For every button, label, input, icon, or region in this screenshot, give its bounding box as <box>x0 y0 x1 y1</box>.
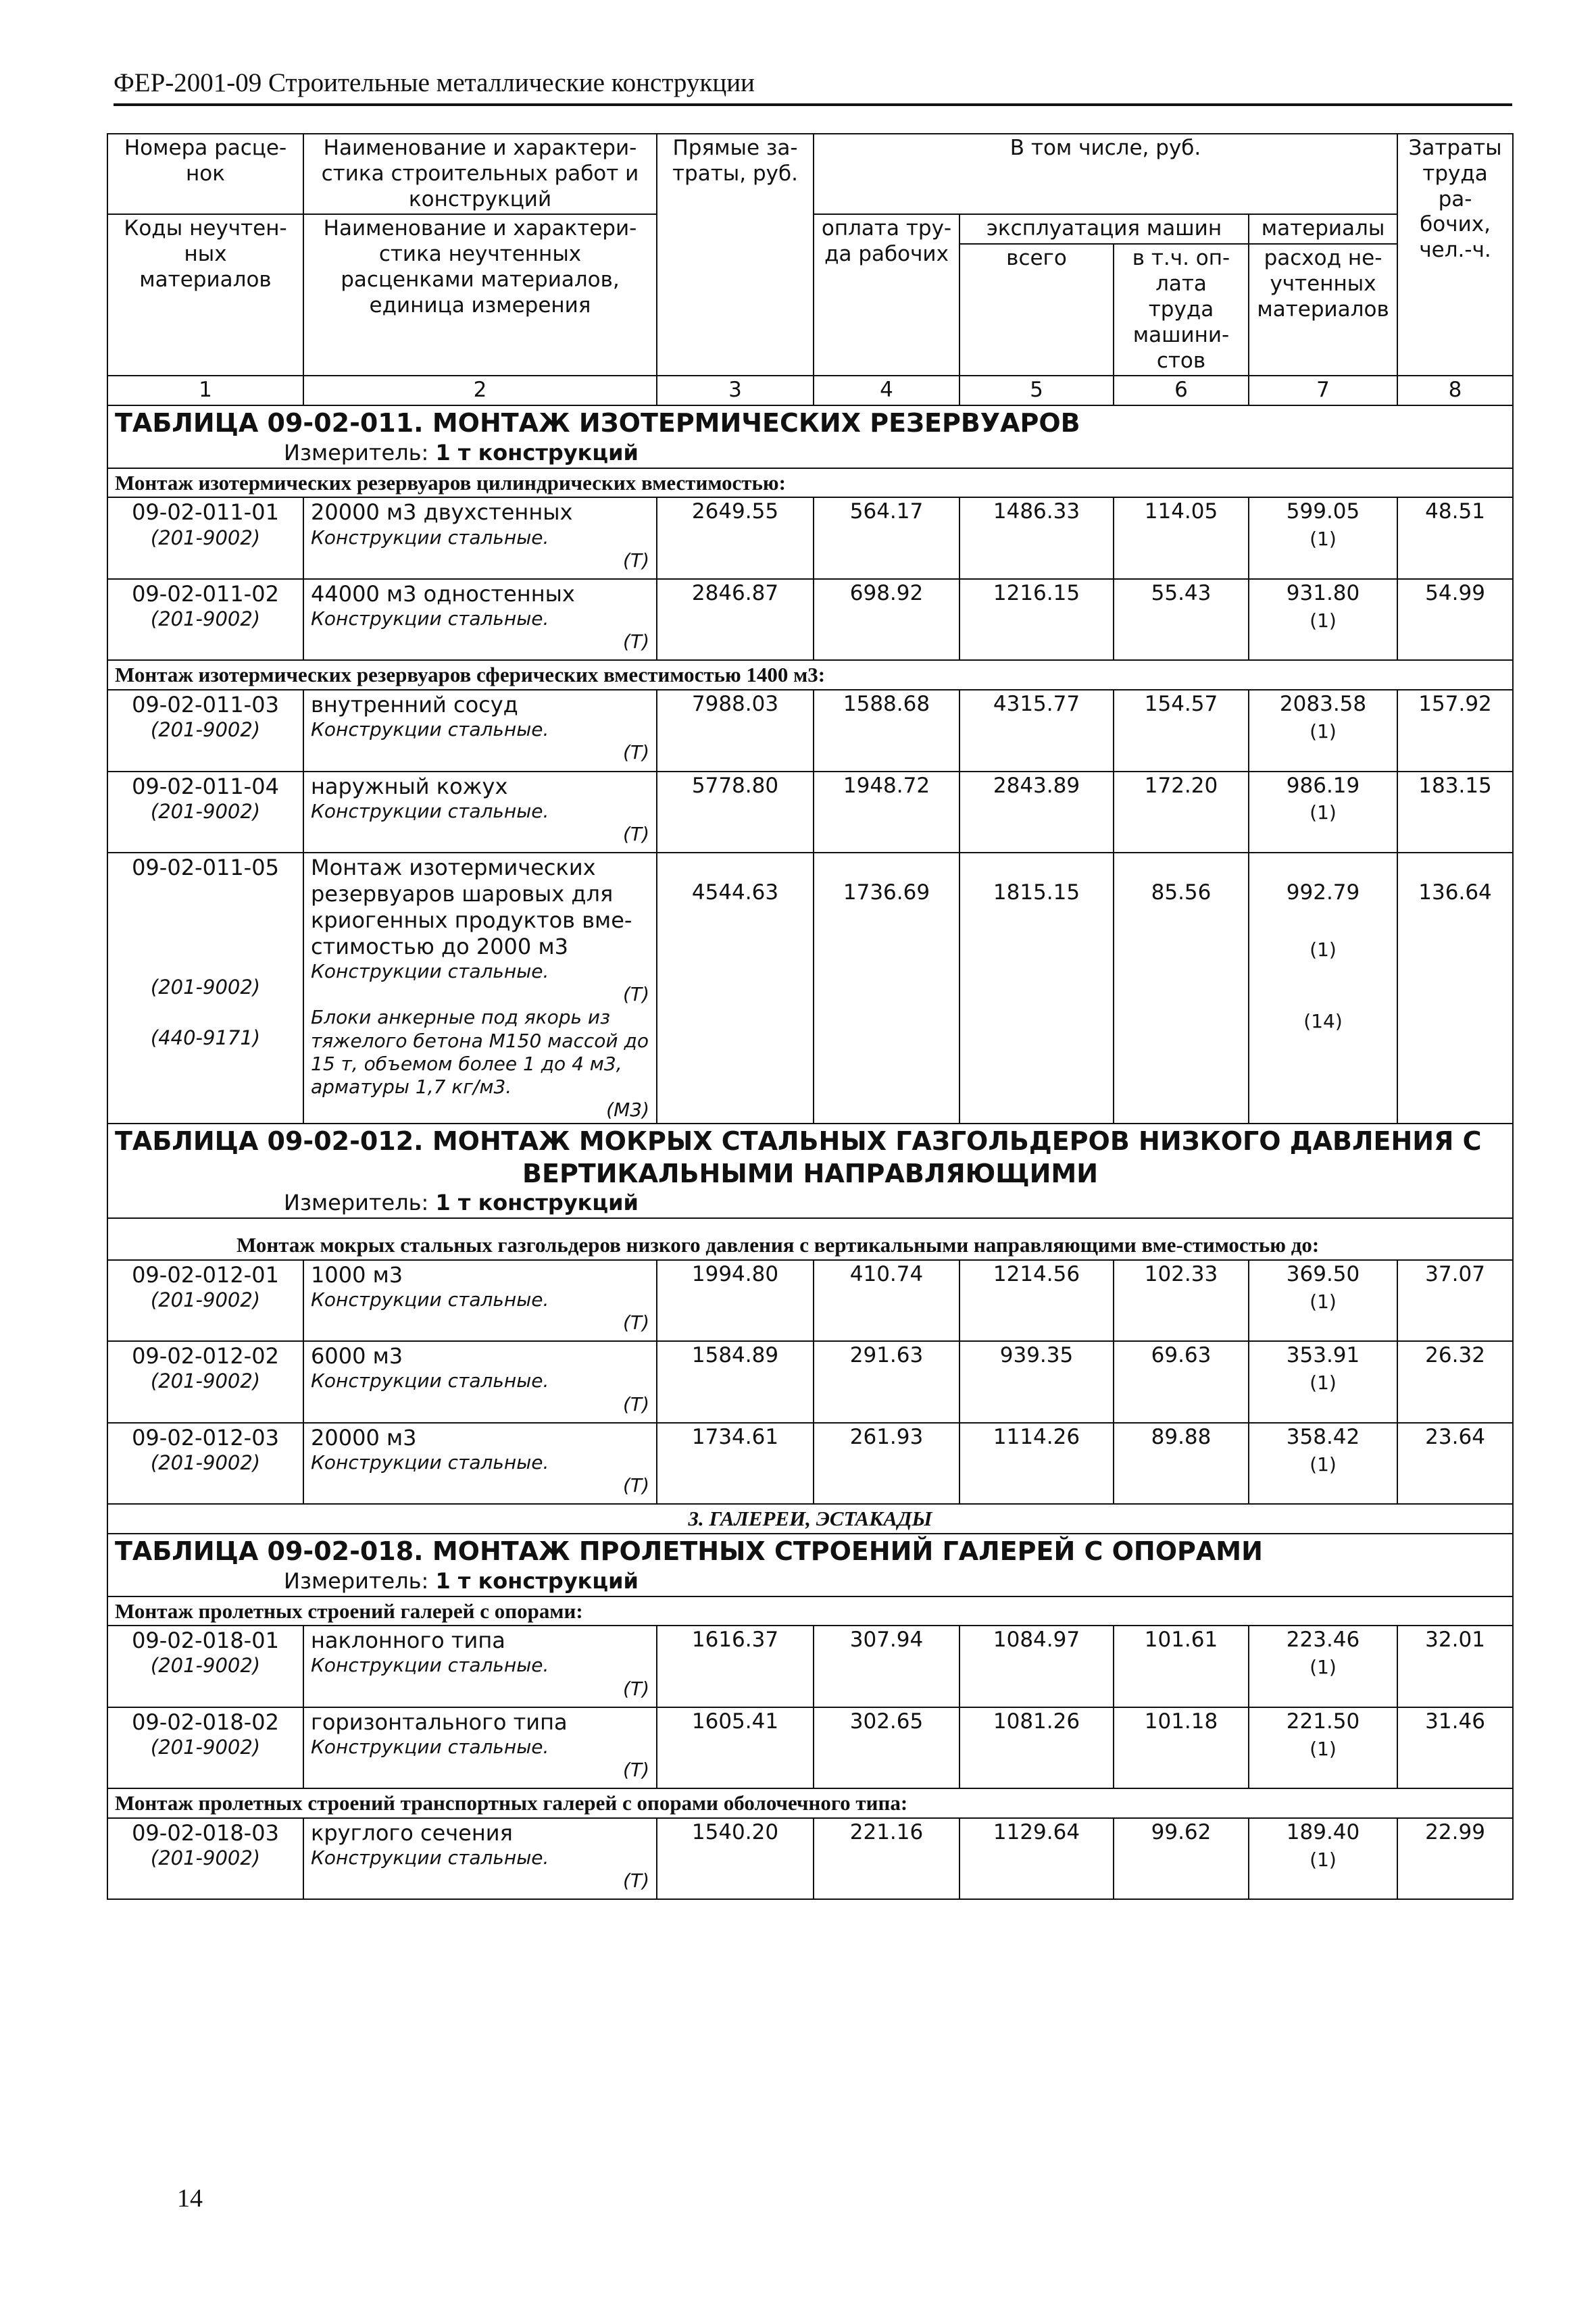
unit-line <box>115 440 1505 466</box>
labor-hours: 23.64 <box>1397 1423 1513 1504</box>
unit-line <box>115 1190 1505 1216</box>
extra-unit-mark: (М3) <box>606 1098 649 1121</box>
material-cost: 931.80 <box>1286 580 1360 605</box>
material-cost: 223.46 <box>1286 1628 1360 1653</box>
table-row <box>107 579 1513 660</box>
machine-labor-cost: 172.20 <box>1114 772 1249 853</box>
labor-cost: 307.94 <box>814 1626 959 1707</box>
machine-cost: 1129.64 <box>959 1818 1114 1899</box>
labor-hours: 54.99 <box>1397 579 1513 660</box>
labor-cost: 291.63 <box>814 1341 959 1422</box>
machine-cost: 1084.97 <box>959 1626 1114 1707</box>
labor-hours: 32.01 <box>1397 1626 1513 1707</box>
table-row <box>107 853 1513 1124</box>
labor-cost: 410.74 <box>814 1260 959 1341</box>
unit-mark: (Т) <box>623 1392 649 1415</box>
material-cost: 369.50 <box>1286 1261 1360 1286</box>
direct-cost: 2846.87 <box>657 579 814 660</box>
material-qty: (1) <box>1310 1737 1337 1760</box>
unit-mark: (Т) <box>623 549 649 572</box>
table-row <box>107 1341 1513 1422</box>
table-row <box>107 497 1513 578</box>
col-8-header: Затраты труда ра-бочих, чел.-ч. <box>1397 134 1513 376</box>
machine-cost: 4315.77 <box>959 690 1114 771</box>
material-qty: (1) <box>1310 1290 1337 1313</box>
material-name: Конструкции стальные. <box>311 1735 549 1758</box>
material-name: Конструкции стальные. <box>311 960 549 983</box>
labor-cost: 564.17 <box>814 497 959 578</box>
labor-hours: 37.07 <box>1397 1260 1513 1341</box>
unit-mark: (Т) <box>623 822 649 845</box>
col-number: 7 <box>1249 376 1397 405</box>
material-name: Конструкции стальные. <box>311 1369 549 1392</box>
unit-mark: (Т) <box>623 1869 649 1892</box>
machine-labor-cost: 99.62 <box>1114 1818 1249 1899</box>
col-1-bottom: Коды неучтен-ных материалов <box>107 214 303 376</box>
labor-hours: 183.15 <box>1397 772 1513 853</box>
subheading-row <box>107 1788 1513 1818</box>
machine-cost: 1081.26 <box>959 1707 1114 1788</box>
machine-cost: 939.35 <box>959 1341 1114 1422</box>
material-name: Конструкции стальные. <box>311 607 549 630</box>
material-cost: 599.05 <box>1286 499 1360 524</box>
material-cost: 189.40 <box>1286 1819 1360 1844</box>
machine-labor-cost: 154.57 <box>1114 690 1249 771</box>
col-6-header: в т.ч. оп-лата труда машини-стов <box>1114 244 1249 376</box>
col-2-top: Наименование и характери-стика строительных работ и конструкций <box>303 134 657 214</box>
labor-cost: 261.93 <box>814 1423 959 1504</box>
material-qty: (1) <box>1310 1453 1337 1476</box>
rate-code: 09-02-011-03 <box>132 692 279 718</box>
extra-material-name: Блоки анкерные под якорь из тяжелого бетона М150 массой до 15 т, объемом более 1 до 4 м3, арматуры 1,7 кг/м3. <box>311 1006 649 1098</box>
materials-header: материалы <box>1249 214 1397 244</box>
rate-code: 09-02-012-01 <box>132 1261 279 1288</box>
section-title: 3. ГАЛЕРЕИ, ЭСТАКАДЫ <box>107 1504 1513 1534</box>
column-numbers-row <box>107 376 1513 405</box>
labor-hours: 26.32 <box>1397 1341 1513 1422</box>
direct-cost: 1734.61 <box>657 1423 814 1504</box>
machine-cost: 1216.15 <box>959 579 1114 660</box>
unit-mark: (Т) <box>623 983 649 1006</box>
unit-value: 1 т конструкций <box>435 1567 639 1594</box>
subheading-row <box>107 1218 1513 1260</box>
material-qty: (1) <box>1310 938 1337 961</box>
labor-cost: 1588.68 <box>814 690 959 771</box>
material-qty: (1) <box>1310 720 1337 743</box>
col-4-header: оплата тру-да рабочих <box>814 214 959 376</box>
subheading: Монтаж изотермических резервуаров сферических вместимостью 1400 м3: <box>107 660 1513 690</box>
material-name: Конструкции стальные. <box>311 718 549 741</box>
work-name: Монтаж изотермических резервуаров шаровых для криогенных продуктов вме-стимостью до 2000 м3 <box>311 854 632 959</box>
material-cost: 358.42 <box>1286 1424 1360 1449</box>
material-code: (201-9002) <box>150 1654 261 1678</box>
rate-code: 09-02-018-02 <box>132 1709 279 1735</box>
machine-cost: 1214.56 <box>959 1260 1114 1341</box>
subheading: Монтаж мокрых стальных газгольдеров низкого давления с вертикальными направляющими вме-стимостью до: <box>107 1218 1513 1260</box>
labor-cost: 698.92 <box>814 579 959 660</box>
labor-hours: 48.51 <box>1397 497 1513 578</box>
col-3-header: Прямые за-траты, руб. <box>657 134 814 376</box>
table-title-row <box>107 1534 1513 1596</box>
unit-mark: (Т) <box>623 1311 649 1334</box>
work-name: наружный кожух <box>311 773 508 799</box>
material-qty: (1) <box>1310 1656 1337 1679</box>
direct-cost: 1605.41 <box>657 1707 814 1788</box>
rate-code: 09-02-011-05 <box>132 854 279 880</box>
direct-cost: 1616.37 <box>657 1626 814 1707</box>
table-row <box>107 772 1513 853</box>
subheading-row <box>107 1596 1513 1626</box>
rate-code: 09-02-011-01 <box>132 499 279 526</box>
col-number: 6 <box>1114 376 1249 405</box>
table-row <box>107 690 1513 771</box>
direct-cost: 1994.80 <box>657 1260 814 1341</box>
material-name: Конструкции стальные. <box>311 1654 549 1677</box>
col-number: 4 <box>814 376 959 405</box>
machine-labor-cost: 55.43 <box>1114 579 1249 660</box>
labor-cost: 221.16 <box>814 1818 959 1899</box>
work-name: горизонтального типа <box>311 1709 568 1735</box>
work-name: 44000 м3 одностенных <box>311 580 575 607</box>
rate-code: 09-02-012-02 <box>132 1343 279 1369</box>
rate-code: 09-02-012-03 <box>132 1424 279 1451</box>
material-name: Конструкции стальные. <box>311 526 549 549</box>
machine-labor-cost: 89.88 <box>1114 1423 1249 1504</box>
direct-cost: 1584.89 <box>657 1341 814 1422</box>
unit-label: Измеритель: <box>284 439 429 466</box>
material-name: Конструкции стальные. <box>311 799 549 822</box>
col-1-top: Номера расце-нок <box>107 134 303 214</box>
machine-labor-cost: 69.63 <box>1114 1341 1249 1422</box>
rate-code: 09-02-018-03 <box>132 1819 279 1846</box>
table-title: ТАБЛИЦА 09-02-011. МОНТАЖ ИЗОТЕРМИЧЕСКИХ РЕЗЕРВУАРОВ <box>115 408 1080 438</box>
machine-cost: 1114.26 <box>959 1423 1114 1504</box>
direct-cost: 7988.03 <box>657 690 814 771</box>
material-name: Конструкции стальные. <box>311 1451 549 1474</box>
unit-value: 1 т конструкций <box>435 1190 639 1216</box>
material-cost: 221.50 <box>1286 1709 1360 1734</box>
unit-line <box>115 1568 1505 1594</box>
machine-cost: 2843.89 <box>959 772 1114 853</box>
machine-labor-cost: 101.61 <box>1114 1626 1249 1707</box>
material-code: (201-9002) <box>150 1846 261 1869</box>
material-cost: 986.19 <box>1286 773 1360 798</box>
work-name: 20000 м3 двухстенных <box>311 499 573 526</box>
table-title: ТАБЛИЦА 09-02-018. МОНТАЖ ПРОЛЕТНЫХ СТРОЕНИЙ ГАЛЕРЕЙ С ОПОРАМИ <box>115 1536 1263 1566</box>
section-title-row <box>107 1504 1513 1534</box>
material-qty: (1) <box>1310 528 1337 551</box>
labor-cost: 302.65 <box>814 1707 959 1788</box>
table-row <box>107 1260 1513 1341</box>
direct-cost: 5778.80 <box>657 772 814 853</box>
table-row <box>107 1626 1513 1707</box>
unit-mark: (Т) <box>623 1474 649 1496</box>
material-qty: (1) <box>1310 801 1337 824</box>
material-code: (201-9002) <box>150 607 261 630</box>
col-number: 8 <box>1397 376 1513 405</box>
direct-cost: 1540.20 <box>657 1818 814 1899</box>
machine-labor-cost: 114.05 <box>1114 497 1249 578</box>
machines-header: эксплуатация машин <box>959 214 1249 244</box>
material-code: (201-9002) <box>150 1451 261 1474</box>
machine-cost: 1815.15 <box>959 853 1114 1124</box>
unit-mark: (Т) <box>623 630 649 653</box>
direct-cost: 2649.55 <box>657 497 814 578</box>
table-row <box>107 1707 1513 1788</box>
material-name: Конструкции стальные. <box>311 1288 549 1311</box>
rate-code: 09-02-018-01 <box>132 1628 279 1654</box>
unit-value: 1 т конструкций <box>435 439 639 466</box>
material-cost: 2083.58 <box>1279 692 1367 717</box>
table-title-continued: ВЕРТИКАЛЬНЫМИ НАПРАВЛЯЮЩИМИ <box>522 1158 1099 1188</box>
material-code: (201-9002) <box>150 1735 261 1759</box>
material-code: (201-9002) <box>150 799 261 823</box>
work-name: внутренний сосуд <box>311 692 518 718</box>
machine-labor-cost: 102.33 <box>1114 1260 1249 1341</box>
subheading: Монтаж изотермических резервуаров цилиндрических вместимостью: <box>107 468 1513 498</box>
labor-hours: 31.46 <box>1397 1707 1513 1788</box>
material-name: Конструкции стальные. <box>311 1846 549 1869</box>
machine-labor-cost: 85.56 <box>1114 853 1249 1124</box>
table-title: ТАБЛИЦА 09-02-012. МОНТАЖ МОКРЫХ СТАЛЬНЫХ ГАЗГОЛЬДЕРОВ НИЗКОГО ДАВЛЕНИЯ С <box>115 1126 1482 1157</box>
labor-hours: 157.92 <box>1397 690 1513 771</box>
unit-mark: (Т) <box>623 741 649 764</box>
material-code: (201-9002) <box>150 1288 261 1311</box>
subheading: Монтаж пролетных строений транспортных галерей с опорами оболочечного типа: <box>107 1788 1513 1818</box>
subheading-row <box>107 660 1513 690</box>
labor-hours: 136.64 <box>1397 853 1513 1124</box>
rate-code: 09-02-011-04 <box>132 773 279 799</box>
material-qty: (1) <box>1310 609 1337 632</box>
work-name: 6000 м3 <box>311 1343 403 1369</box>
col-number: 5 <box>959 376 1114 405</box>
table-title-row <box>107 405 1513 468</box>
col-5-header: всего <box>959 244 1114 376</box>
work-name: наклонного типа <box>311 1628 505 1654</box>
unit-label: Измеритель: <box>284 1567 429 1594</box>
material-code: (201-9002) <box>150 975 261 999</box>
price-table <box>107 133 1514 1900</box>
col-2-bottom: Наименование и характери-стика неучтенных расценками материалов, единица измерения <box>303 214 657 376</box>
labor-cost: 1736.69 <box>814 853 959 1124</box>
unit-mark: (Т) <box>623 1758 649 1781</box>
col-number: 2 <box>303 376 657 405</box>
table-title-row <box>107 1124 1513 1218</box>
table-row <box>107 1818 1513 1899</box>
machine-cost: 1486.33 <box>959 497 1114 578</box>
header-row-1 <box>107 134 1513 214</box>
work-name: 1000 м3 <box>311 1261 403 1288</box>
material-code: (201-9002) <box>150 526 261 549</box>
extra-material-qty: (14) <box>1303 1009 1343 1032</box>
rate-code: 09-02-011-02 <box>132 580 279 607</box>
subheading-row <box>107 468 1513 498</box>
material-qty: (1) <box>1310 1848 1337 1871</box>
material-code: (201-9002) <box>150 718 261 742</box>
subheading: Монтаж пролетных строений галерей с опорами: <box>107 1596 1513 1626</box>
work-name: круглого сечения <box>311 1819 513 1846</box>
material-cost: 353.91 <box>1286 1343 1360 1368</box>
extra-material-code: (440-9171) <box>150 1026 261 1050</box>
page-number: 14 <box>177 2184 203 2213</box>
unit-mark: (Т) <box>623 1677 649 1700</box>
unit-label: Измеритель: <box>284 1190 429 1216</box>
group-header: В том числе, руб. <box>814 134 1397 214</box>
page-header: ФЕР-2001-09 Строительные металлические конструкции <box>114 68 1512 106</box>
col-7-header: расход не-учтенных материалов <box>1249 244 1397 376</box>
machine-labor-cost: 101.18 <box>1114 1707 1249 1788</box>
material-code: (201-9002) <box>150 1369 261 1393</box>
material-qty: (1) <box>1310 1372 1337 1394</box>
table-row <box>107 1423 1513 1504</box>
work-name: 20000 м3 <box>311 1424 417 1451</box>
labor-hours: 22.99 <box>1397 1818 1513 1899</box>
direct-cost: 4544.63 <box>657 853 814 1124</box>
col-number: 1 <box>107 376 303 405</box>
col-number: 3 <box>657 376 814 405</box>
material-cost: 992.79 <box>1286 880 1360 905</box>
labor-cost: 1948.72 <box>814 772 959 853</box>
